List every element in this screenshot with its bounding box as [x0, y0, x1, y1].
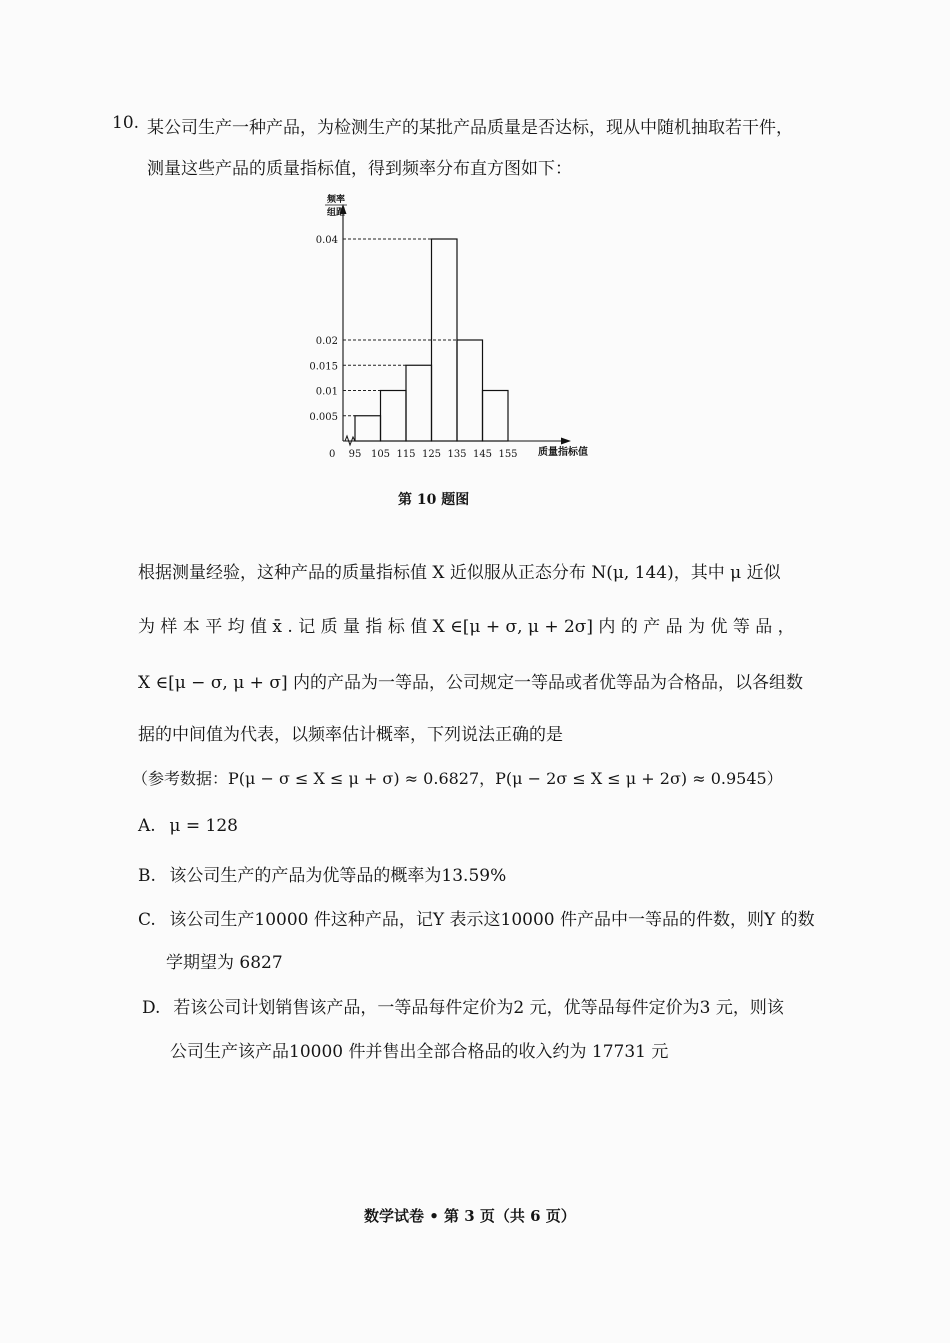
y-axis-label-bottom: 组距: [327, 208, 346, 218]
question-stem-line1: 某公司生产一种产品，为检测生产的某批产品质量是否达标，现从中随机抽取若干件，: [147, 118, 793, 138]
y-tick-label: 0.015: [309, 361, 338, 373]
option-b-label: B.: [138, 866, 156, 886]
histogram-bar: [406, 365, 432, 441]
option-d-text2: 公司生产该产品10000 件并售出全部合格品的收入约为 17731 元: [170, 1042, 669, 1062]
x-tick-label: 155: [498, 449, 518, 460]
x-tick-label: 105: [370, 449, 391, 460]
chart-guide-lines: [343, 239, 457, 416]
option-c: [138, 905, 815, 930]
option-a-text: μ = 128: [169, 816, 238, 836]
reference-data: （参考数据：P(μ − σ ≤ X ≤ μ + σ) ≈ 0.6827，P(μ − 2σ ≤ X ≤ μ + 2σ) ≈ 0.9545）: [132, 769, 783, 788]
histogram-bar: [381, 391, 407, 442]
origin-label: 0: [329, 449, 336, 460]
y-tick-label: 0.04: [315, 235, 338, 246]
option-c-label: C.: [138, 910, 156, 930]
option-c-text1: 该公司生产10000 件这种产品，记Y 表示这10000 件产品中一等品的件数，则Y 的数: [169, 910, 815, 930]
x-axis-arrow: [561, 438, 571, 445]
histogram-bar: [457, 340, 483, 441]
y-tick-label: 0.01: [315, 386, 338, 398]
body-line3: X ∈[μ − σ, μ + σ] 内的产品为一等品，公司规定一等品或者优等品为合格品，以各组数: [138, 673, 803, 693]
x-tick-label: 135: [447, 449, 467, 460]
question-stem-line2: 测量这些产品的质量指标值，得到频率分布直方图如下：: [147, 159, 572, 179]
x-tick-label: 95: [348, 449, 362, 460]
page-footer: 数学试卷 • 第 3 页（共 6 页）: [364, 1207, 576, 1225]
histogram-bar: [355, 416, 381, 441]
y-tick-label: 0.02: [315, 336, 338, 347]
y-tick-label: 0.005: [309, 411, 338, 423]
option-a-label: A.: [138, 816, 156, 836]
histogram-bar: [483, 391, 509, 442]
x-tick-label: 125: [421, 449, 442, 460]
option-b-text: 该公司生产的产品为优等品的概率为13.59%: [169, 866, 507, 886]
x-tick-label: 115: [396, 449, 416, 460]
option-d-text1: 若该公司计划销售该产品，一等品每件定价为2 元，优等品每件定价为3 元，则该: [173, 998, 784, 1018]
option-d-label: D.: [142, 998, 161, 1018]
chart-labels: [309, 193, 588, 460]
y-axis-label-top: 频率: [327, 195, 346, 205]
option-a: [138, 816, 238, 836]
frequency-histogram: [280, 190, 620, 475]
body-line1: 根据测量经验，这种产品的质量指标值 X 近似服从正态分布 N(μ, 144)，其中 μ 近似: [138, 563, 781, 583]
option-c-text2: 学期望为 6827: [166, 953, 283, 973]
chart-axes: [340, 204, 572, 445]
body-line4: 据的中间值为代表，以频率估计概率，下列说法正确的是: [138, 725, 563, 745]
chart-bars: [355, 239, 508, 441]
x-axis-label: 质量指标值: [538, 447, 588, 458]
option-b: [138, 861, 506, 886]
figure-caption: 第 10 题图: [398, 492, 470, 508]
body-line2: 为 样 本 平 均 值 x̄ . 记 质 量 指 标 值 X ∈[μ + σ, μ + 2σ] 内 的 产 品 为 优 等 品 ，: [138, 617, 795, 637]
option-d: [142, 993, 784, 1018]
question-number: [112, 113, 139, 133]
question-number-label: 10.: [112, 113, 140, 133]
x-tick-label: 145: [472, 449, 493, 460]
